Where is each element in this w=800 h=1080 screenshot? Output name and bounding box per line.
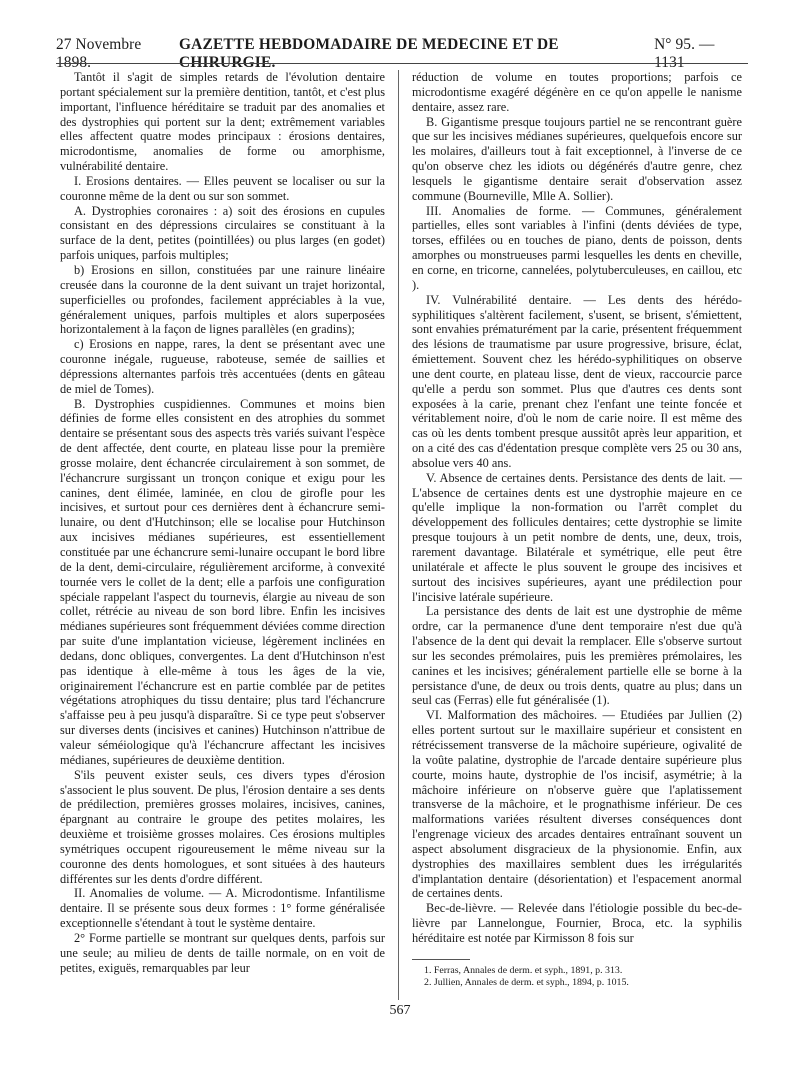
paragraph: A. Dystrophies coronaires : a) soit des érosions en cupules consistant en des dépressions circulaires se constituant à la surface de la dent, petites (pointillées) ou plus larges (en godet) parfois uniques, parfois multiples; — [60, 203, 385, 263]
issue-page-number: N° 95. — 1131 — [654, 36, 715, 71]
right-column — [412, 70, 742, 989]
paragraph: B. Dystrophies cuspidiennes. Communes et moins bien définies de forme elles consistent en des atrophies du sommet dentaire se présentant sous des aspects très variés suivant l'espèce de dent affectée, dent courte, en plateau lisse pour la première grosse molaire, dent échancrée circulairement à son sommet, de l'échancrure surgissant un tronçon conique et exigu pour les canines, dent élimée, laminée, en clou de girofle pour les incisives, et surtout pour ces dernières dent à échancrure semi-lunaire, ou dent d'Hutchinson; elle se localise pour Hutchinson aux incisives médianes supérieures, est essentiellement constituée par une échancrure semi-lunaire occupant le bord libre de la dent, demi-circulaire, régulièrement arciforme, à convexité tournée vers le collet de la dent; elle a parfois une configuration spéciale rappelant l'aspect du tournevis, élargie au niveau de son collet, rétrécie au niveau de son bord libre. Enfin les incisives médianes supérieures sont fréquemment déviées comme direction par suite d'une implantation vicieuse, légèrement inclinées en dedans, donc obliques, convergentes. La dent d'Hutchinson n'est pas identique à elle-même à tous les âges de la vie, originairement l'échancrure est en partie comblée par de petites végétations atrophiques du tissu dentaire; plus tard l'échancrure s'affaisse peu à peu jusqu'à disparaître. Si ce type peut s'observer sur diverses dents (incisives et canines) Hutchinson n'attribue de valeur séméiologique qu'à l'échancrure affectant les incisives médianes, supérieures de deuxième dentition. — [60, 396, 385, 767]
running-header — [56, 36, 748, 71]
paragraph: Bec-de-lièvre. — Relevée dans l'étiologie possible du bec-de-lièvre par Lannelongue, Fournier, Broca, etc. la syphilis héréditaire est notée par Kirmisson 8 fois sur — [412, 901, 742, 945]
paragraph: V. Absence de certaines dents. Persistance des dents de lait. — L'absence de certaines dents est une dystrophie majeure en ce qu'elle implique la non-formation ou l'arrêt complet du développement des follicules dentaires; cette dystrophie se limite presque toujours à un petit nombre de dents, une, deux, trois, rarement davantage. Bilatérale et symétrique, elle peut être unilatérale et affecte le plus souvent le groupe des incisives et surtout des incisives supérieures, ayant une prédilection pour l'incisive latérale supérieure. — [412, 470, 742, 604]
page-number: 567 — [389, 1003, 411, 1018]
column-divider — [398, 70, 399, 1000]
paragraph: réduction de volume en toutes proportions; parfois ce microdontisme exagéré dégénère en ce qu'on appelle le nanisme dentaire, assez rare. — [412, 70, 742, 114]
paragraph: c) Erosions en nappe, rares, la dent se présentant avec une couronne inégale, rugueuse, raboteuse, semée de saillies et dépressions alternantes parfois très accentuées (dents en gâteau de miel de Tomes). — [60, 337, 385, 396]
header-rule — [56, 63, 748, 64]
paragraph: II. Anomalies de volume. — A. Microdontisme. Infantilisme dentaire. Il se présente sous deux formes : 1° forme généralisée exceptionnelle s'étendant à tout le système dentaire. — [60, 886, 385, 931]
footnote: 2. Jullien, Annales de derm. et syph., 1894, p. 1015. — [424, 977, 629, 989]
paragraph: 2° Forme partielle se montrant sur quelques dents, parfois sur une seule; au milieu de dents de taille normale, on en voit de petites, exiguës, remarquables par leur — [60, 930, 385, 975]
paragraph: III. Anomalies de forme. — Communes, généralement partielles, elles sont variables à l'infini (dents déviées de type, torses, effilées ou en touches de piano, dents de poisson, dents amorphes ou monstrueuses parmi lesquelles les dents en cheville, en corne, en tricorne, cannelées, polytuberculeuses, en caillou, etc ). — [412, 203, 742, 292]
paragraph: B. Gigantisme presque toujours partiel ne se rencontrant guère que sur les incisives médianes supérieures, quelquefois encore sur les molaires, d'ailleurs tout à fait exceptionnel, à l'inverse de ce qu'on observe chez les idiots ou dégénérés d'autre genre, chez lesquels le gigantisme dentaire serait d'observation assez commune (Bourneville, Mlle A. Sollier). — [412, 114, 742, 203]
left-column — [60, 70, 385, 975]
paragraph: I. Erosions dentaires. — Elles peuvent se localiser ou sur la couronne même de la dent ou sur son sommet. — [60, 173, 385, 203]
paragraph: VI. Malformation des mâchoires. — Etudiées par Jullien (2) elles portent surtout sur le maxillaire supérieur et consistent en rétrécissement transverse de la mâchoire supérieure, ogivalité de la voûte palatine, dystrophie de l'arcade dentaire supérieure plus courte, moins haute, dystrophie de l'os incisif, asymétrie; à la mâchoire inférieure on n'observe guère que l'aplatissement transverse de la mâchoire, et le prognathisme inférieur. De ces malformations variées résultent diverses conséquences dont l'engrenage vicieux des arcades dentaires entraînant souvent un aspect absolument disgracieux de la physionomie. Enfin, aux dystrophies des maxillaires semblent dues les irrégularités d'implantation dentaire (désorientation) et l'espacement anormal de certaines dents. — [412, 708, 742, 901]
footnote: 1. Ferras, Annales de derm. et syph., 1891, p. 313. — [424, 964, 623, 976]
paragraph: IV. Vulnérabilité dentaire. — Les dents des hérédo-syphilitiques s'altèrent facilement, s'usent, se brisent, s'émiettent, sont envahies prématurément par la carie, présentent fréquemment des lésions de traumatisme par usure progressive, brisure, éclat, émiettement. Souvent chez les hérédo-syphilitiques on observe une dent courte, en plateau lisse, dent de vieux, raccourcie parce qu'elle a perdu son sommet. Plus que d'autres ces dents sont exposées à la carie, prenant chez l'enfant une teinte foncée et véritablement noire, d'où le nom de carie noire. Il est même des cas où les dents tombent presque aussitôt après leur apparition, et on a cité des cas d'édentation presque complète vers 25 ou 30 ans, absolue vers 40 ans. — [412, 292, 742, 470]
footnote-rule — [412, 959, 470, 960]
paragraph: b) Erosions en sillon, constituées par une rainure linéaire creusée dans la couronne de la dent suivant un trajet horizontal, superficielles ou profondes, facilement appréciables à la vue, généralement uniques, parfois multiples et alors superposées horizontalement à la façon de lignes parallèles (en gradins); — [60, 262, 385, 337]
header-date: 27 Novembre 1898. — [56, 36, 142, 71]
journal-title: GAZETTE HEBDOMADAIRE DE MEDECINE ET DE CHIRURGIE. — [179, 36, 559, 71]
paragraph: S'ils peuvent exister seuls, ces divers types d'érosion s'associent le plus souvent. De plus, l'érosion dentaire a ses dents de prédilection, premières grosses molaires, incisives, canines, épargnant au contraire le groupe des petites molaires, les deuxième et troisième grosses molaires. Ces érosions multiples symétriques occupent rigoureusement le même niveau sur la couronne des dents homologues, et sont situées à des hauteurs différentes sur les dents d'ordre différent. — [60, 767, 385, 886]
paragraph: La persistance des dents de lait est une dystrophie de même ordre, car la permanence d'une dent temporaire n'est due qu'à l'absence de la dent qui devait la remplacer. Elle s'observe surtout sur les secondes prémolaires, puis les premières prémolaires, les canines et les incisives; généralement partielle elle se borne à la persistance d'une, de deux ou trois dents, quatre au plus; dans un seul cas (Ferras) elle fut généralisée (1). — [412, 604, 742, 708]
paragraph: Tantôt il s'agit de simples retards de l'évolution dentaire portant spécialement sur la première dentition, tantôt, et c'est plus important, l'influence héréditaire se traduit par des anomalies et des dystrophies qui portent sur la dent; extrêmement variables elles affectent quatre modes principaux : érosions dentaires, microdontisme, anomalies de forme ou amorphisme, vulnérabilité dentaire. — [60, 70, 385, 174]
